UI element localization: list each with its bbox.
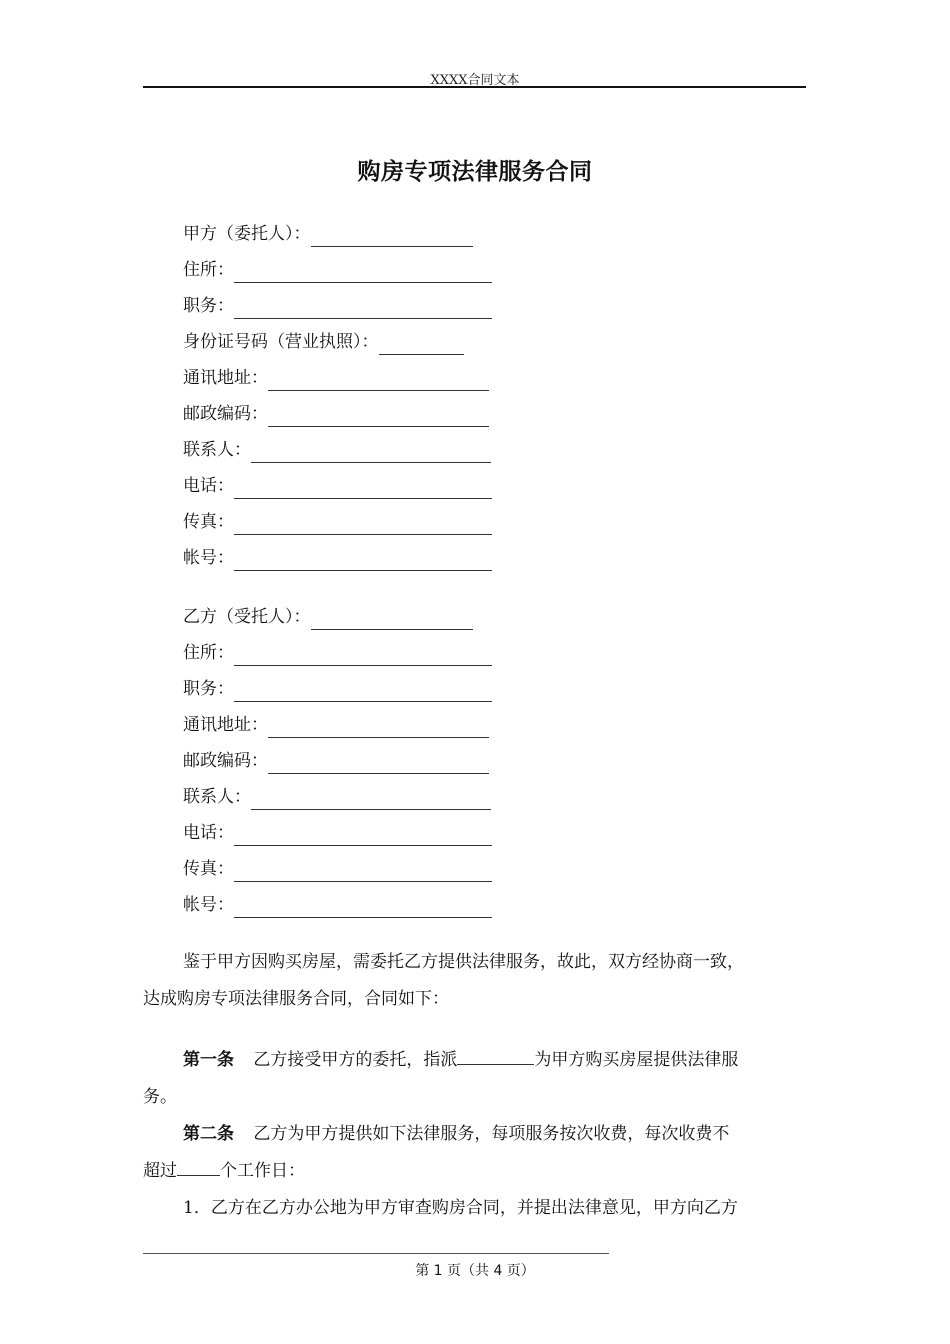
field-label: 邮政编码： [183,404,268,424]
field-blank [234,898,492,918]
party-b-field-row [183,676,492,702]
document-title: 购房专项法律服务合同 [357,159,593,185]
field-label: 联系人： [183,440,251,460]
party-b-label: 乙方（受托人）： [183,607,311,627]
field-label: 传真： [183,512,234,532]
field-label: 身份证号码（营业执照）： [183,332,379,352]
party-a-label-row [183,221,473,247]
party-a-field-row [183,473,492,499]
field-blank [234,862,492,882]
party-a-blank [311,227,473,247]
party-a-field-row [183,401,489,427]
field-label: 电话： [183,476,234,496]
field-blank [234,826,492,846]
intro-line: 鉴于甲方因购买房屋，需委托乙方提供法律服务，故此，双方经协商一致， [183,952,744,972]
article-text: 乙方接受甲方的委托，指派 [253,1050,458,1070]
field-label: 联系人： [183,787,251,807]
field-label: 住所： [183,260,234,280]
page-header: XXXX合同文本 [430,73,520,88]
field-label: 传真： [183,859,234,879]
field-label: 帐号： [183,895,234,915]
party-b-field-row [183,784,491,810]
party-a-field-row [183,545,492,571]
article-text: 个工作日： [220,1161,305,1181]
article-heading: 第二条 [183,1124,234,1144]
article-text: 务。 [143,1087,177,1107]
fill-blank [457,1046,534,1065]
field-label: 通讯地址： [183,368,268,388]
field-label: 帐号： [183,548,234,568]
party-a-field-row [183,437,491,463]
party-b-field-row [183,892,492,918]
party-b-field-row [183,748,489,774]
party-a-field-row [183,293,492,319]
field-blank [234,263,492,283]
list-item: 1．乙方在乙方办公地为甲方审查购房合同，并提出法律意见，甲方向乙方 [183,1198,738,1218]
intro-paragraph [143,944,823,1018]
article-text: 乙方为甲方提供如下法律服务，每项服务按次收费，每次收费不 [253,1124,730,1144]
party-b-blank [311,610,473,630]
header-divider [143,86,806,88]
article-text: 为甲方购买房屋提供法律服 [534,1050,739,1070]
field-blank [234,682,492,702]
party-b-field-row [183,640,492,666]
page-number: 第 1 页（共 4 页） [415,1263,535,1279]
article-text: 超过 [143,1161,177,1181]
field-blank [379,335,464,355]
intro-line: 达成购房专项法律服务合同，合同如下： [143,989,449,1009]
field-blank [268,407,489,427]
party-b-field-row [183,712,489,738]
party-b-field-row [183,820,492,846]
party-b-label-row [183,604,473,630]
field-blank [234,646,492,666]
field-blank [268,371,489,391]
field-blank [234,479,492,499]
field-blank [251,443,491,463]
field-label: 邮政编码： [183,751,268,771]
field-blank [268,754,489,774]
article-1 [143,1042,823,1116]
field-label: 住所： [183,643,234,663]
footer-divider [143,1253,609,1254]
party-a-field-row [183,365,489,391]
party-a-field-row [183,257,492,283]
field-blank [251,790,491,810]
article-2 [143,1116,823,1227]
party-b-field-row [183,856,492,882]
field-label: 通讯地址： [183,715,268,735]
field-blank [234,299,492,319]
party-a-field-row [183,509,492,535]
article-heading: 第一条 [183,1050,234,1070]
field-label: 职务： [183,679,234,699]
field-label: 职务： [183,296,234,316]
fill-blank [177,1157,220,1176]
party-a-field-row [183,329,464,355]
field-blank [234,515,492,535]
field-blank [234,551,492,571]
party-a-label: 甲方（委托人）： [183,224,311,244]
field-label: 电话： [183,823,234,843]
field-blank [268,718,489,738]
